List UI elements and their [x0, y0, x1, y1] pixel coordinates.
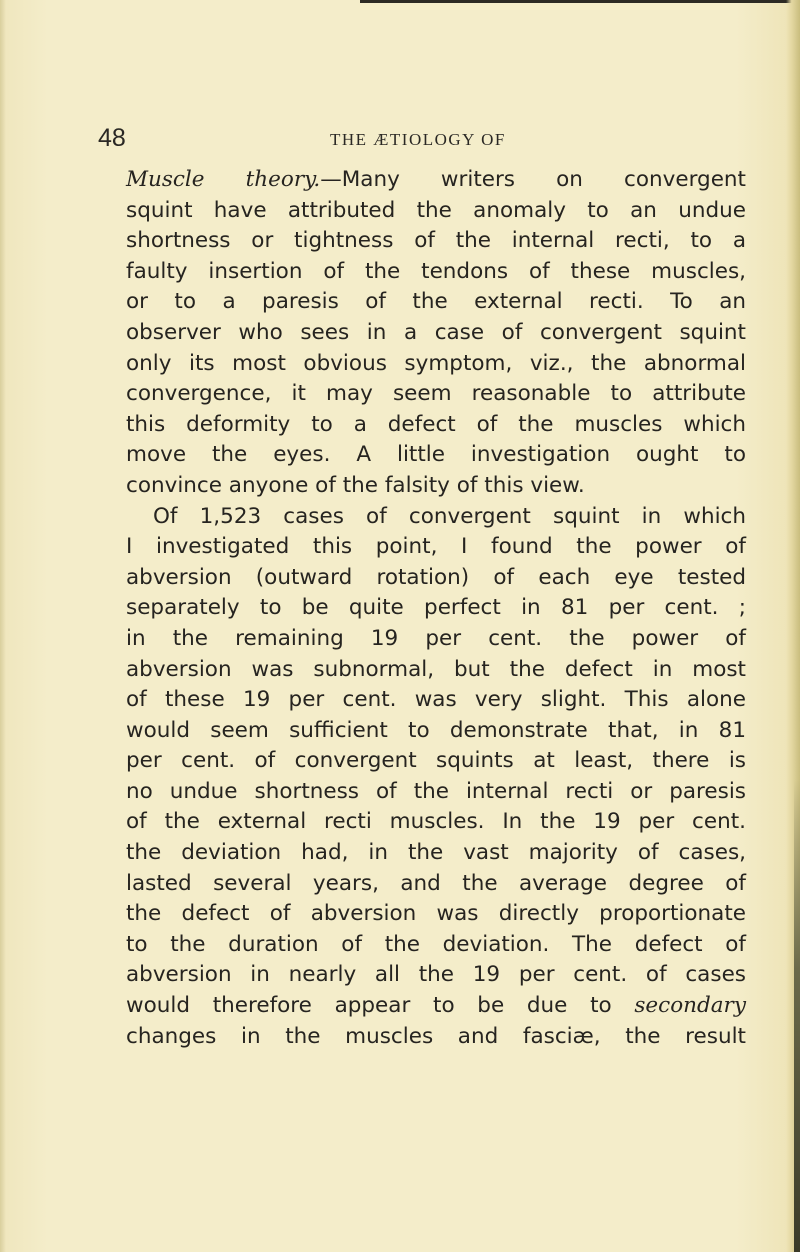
- text-line: shortness or tightness of the internal recti, to a: [126, 228, 746, 254]
- text-line: to the duration of the deviation. The defect of: [126, 931, 746, 957]
- body-text: [126, 165, 746, 1052]
- text-line: convince anyone of the falsity of this view.: [126, 472, 585, 498]
- text-line: Of 1,523 cases of convergent squint in which: [153, 503, 746, 529]
- emphasis-italic: secondary: [634, 993, 746, 1019]
- text-line-part: would therefore appear to be due to: [126, 993, 612, 1019]
- text-line: faulty insertion of the tendons of these muscles,: [126, 258, 746, 284]
- running-title: THE ÆTIOLOGY OF: [330, 130, 506, 149]
- text-line: observer who sees in a case of convergent squint: [126, 319, 746, 345]
- text-line-rest: —Many writers on convergent: [320, 167, 746, 192]
- page-right-shadow: [794, 780, 800, 1252]
- section-heading-italic: Muscle theory.: [126, 167, 321, 192]
- running-head: [0, 124, 800, 156]
- text-line: move the eyes. A little investigation ought to: [126, 442, 746, 468]
- text-line: abversion (outward rotation) of each eye tested: [126, 564, 746, 590]
- page-number: 48: [98, 124, 126, 152]
- text-line: abversion was subnormal, but the defect in most: [126, 656, 746, 682]
- text-line: lasted several years, and the average degree of: [126, 870, 746, 896]
- text-line: no undue shortness of the internal recti or paresis: [126, 778, 746, 804]
- text-line: the defect of abversion was directly proportionate: [126, 901, 746, 927]
- text-line: in the remaining 19 per cent. the power of: [126, 625, 746, 651]
- text-line: of these 19 per cent. was very slight. This alone: [126, 687, 746, 713]
- text-line: or to a paresis of the external recti. To an: [126, 289, 746, 315]
- text-line: [126, 991, 746, 1022]
- text-line: changes in the muscles and fasciæ, the result: [126, 1023, 746, 1049]
- top-edge-rule: [360, 0, 800, 3]
- text-line: squint have attributed the anomaly to an undue: [126, 197, 746, 223]
- text-line: of the external recti muscles. In the 19 per cent.: [126, 809, 746, 835]
- text-line: the deviation had, in the vast majority of cases,: [126, 840, 746, 866]
- text-line: only its most obvious symptom, viz., the abnormal: [126, 350, 746, 376]
- text-line: would seem sufficient to demonstrate that, in 81: [126, 717, 746, 743]
- text-line: this deformity to a defect of the muscles which: [126, 411, 746, 437]
- text-line: per cent. of convergent squints at least, there is: [126, 748, 746, 774]
- text-line: separately to be quite perfect in 81 per cent. ;: [126, 595, 746, 621]
- page-left-edge: [0, 0, 6, 1252]
- text-line: convergence, it may seem reasonable to attribute: [126, 381, 746, 407]
- text-line: abversion in nearly all the 19 per cent. of cases: [126, 962, 746, 988]
- text-line: [126, 165, 746, 196]
- text-line: I investigated this point, I found the power of: [126, 534, 746, 560]
